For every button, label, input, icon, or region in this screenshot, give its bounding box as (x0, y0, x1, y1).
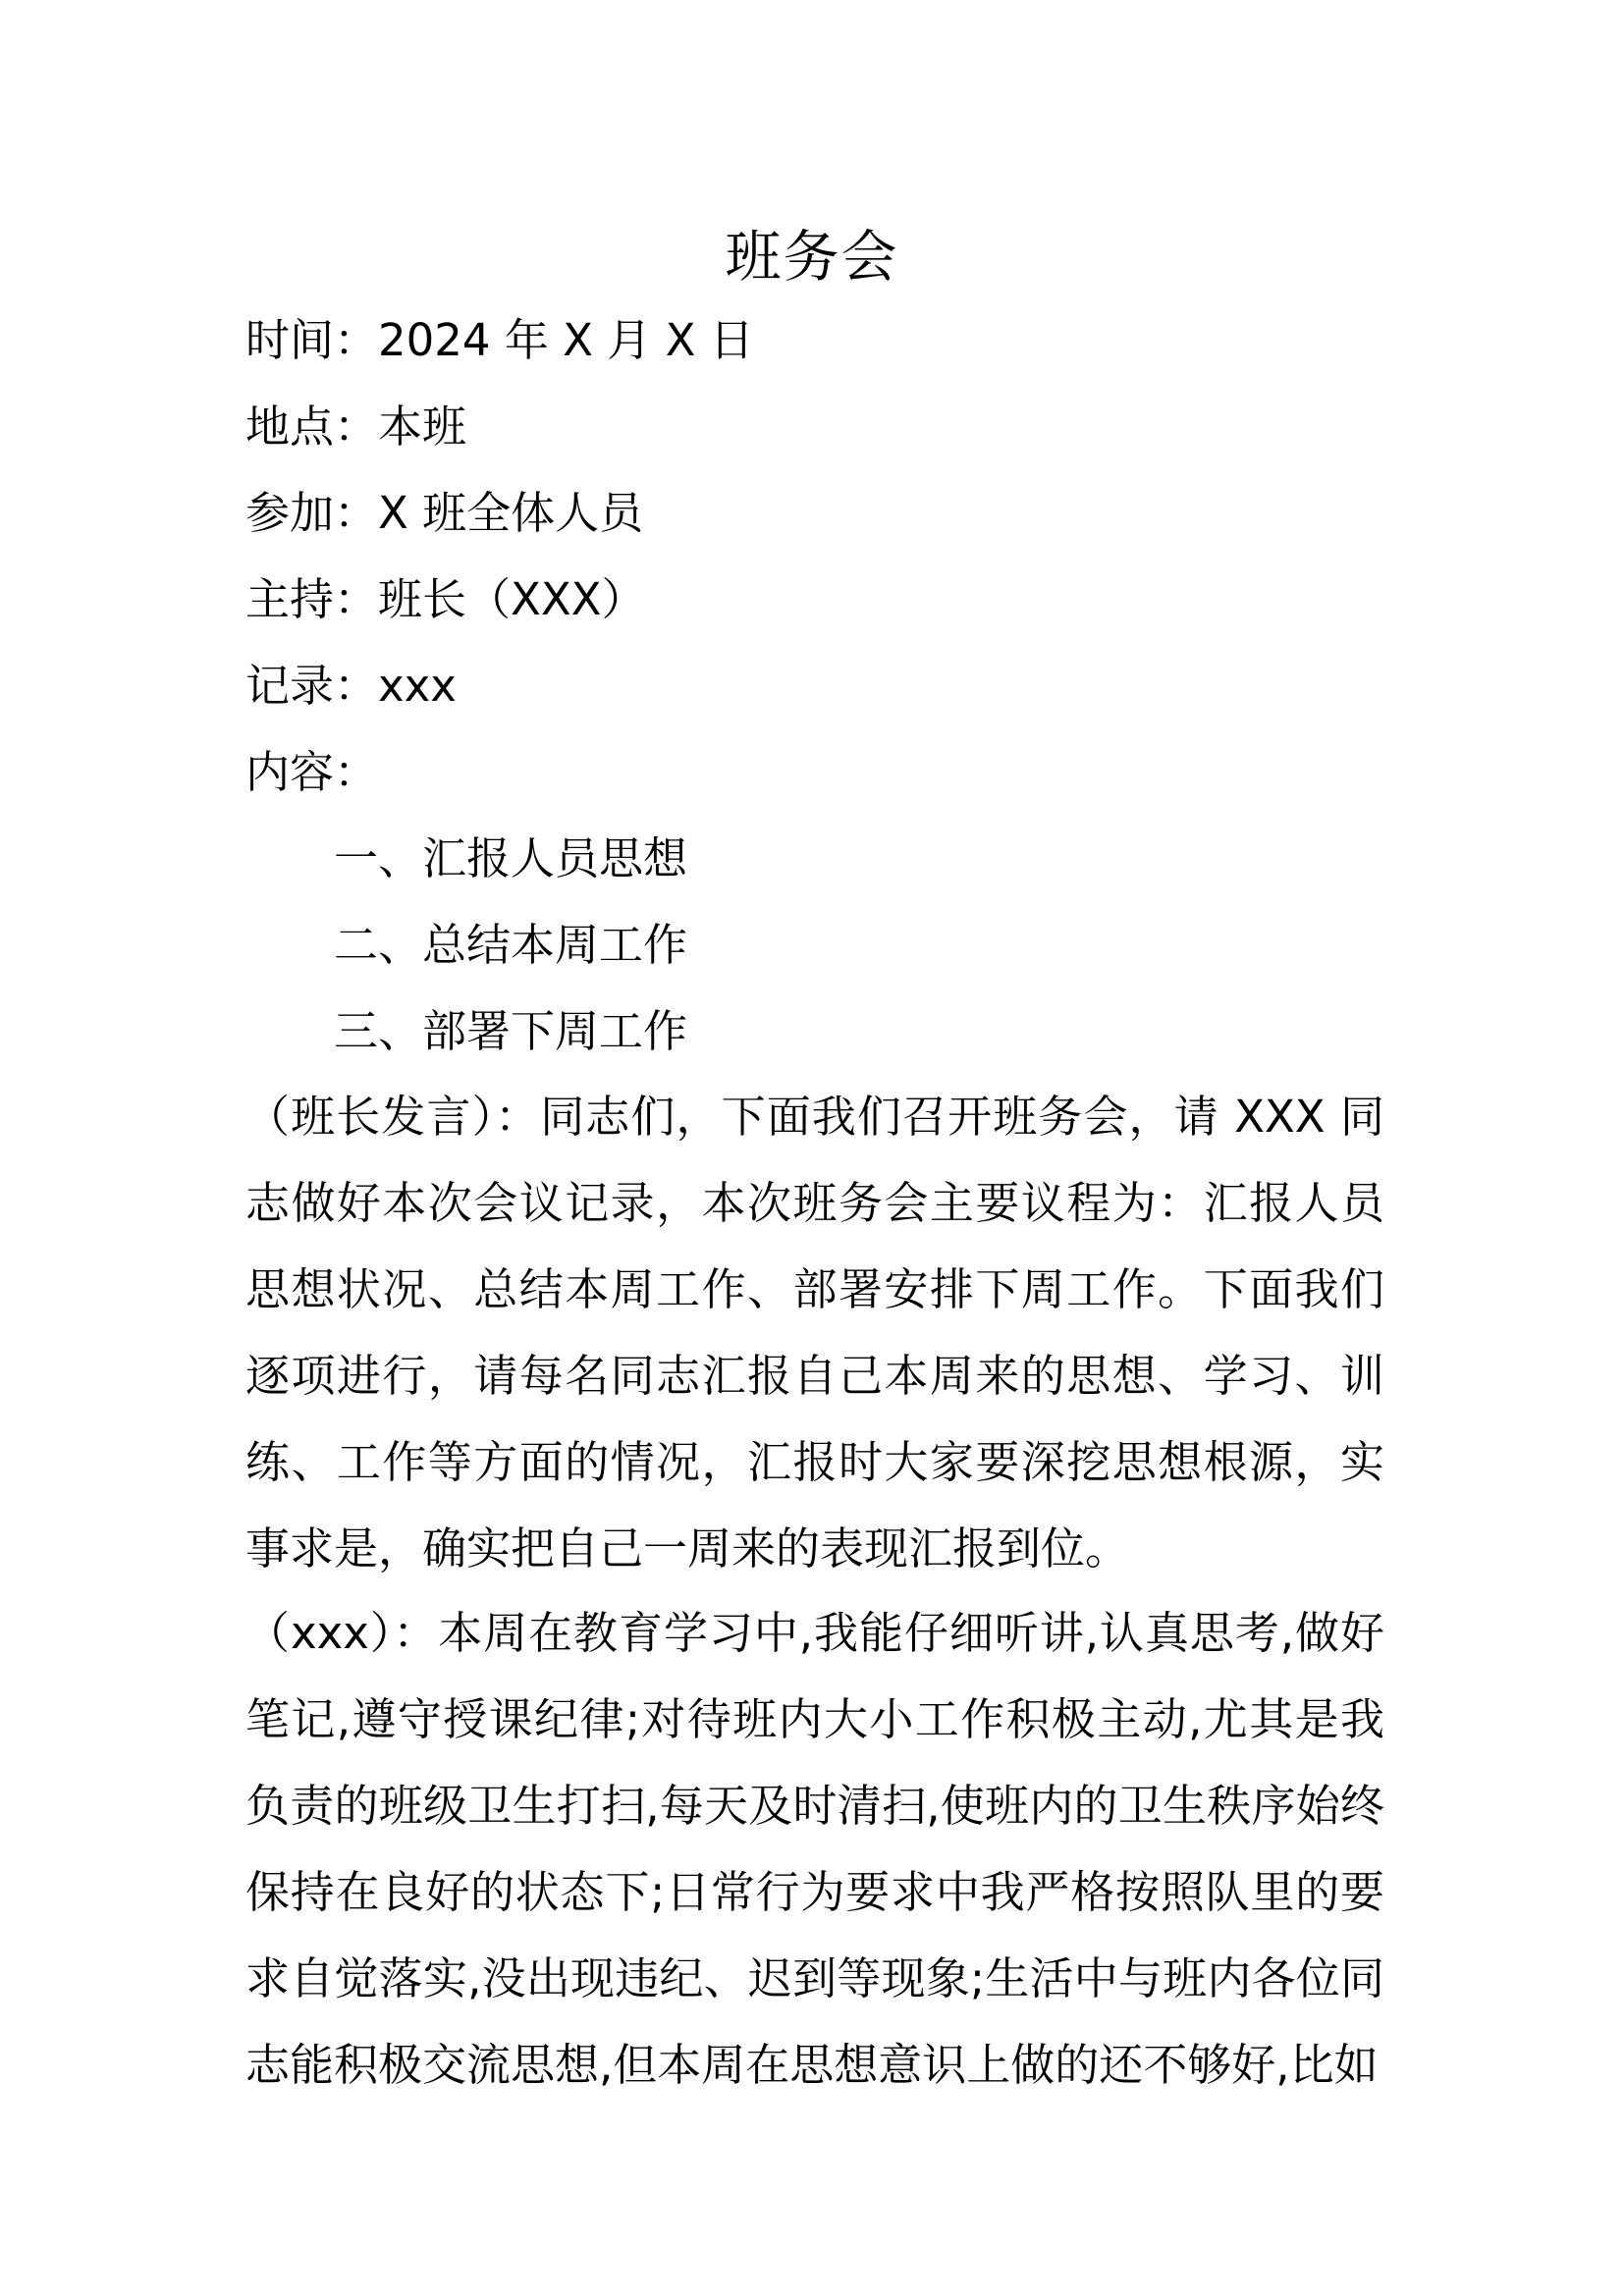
member-report-paragraph: （xxx）：本周在教育学习中,我能仔细听讲,认真思考,做好笔记,遵守授课纪律;对待班内大小工作积极主动,尤其是我负责的班级卫生打扫,每天及时清扫,使班内的卫生秩序始终保持在良好的状态下;日常行为要求中我严格按照队里的要求自觉落实,没出现违纪、迟到等现象;生活中与班内各位同志能积极交流思想,但本周在思想意识上做的还不够好,比如 (245, 1607, 1384, 2091)
meeting-place: 地点：本班 (245, 400, 467, 453)
agenda-item: 一、汇报人员思想 (334, 832, 688, 884)
meeting-recorder: 记录：xxx (245, 660, 457, 712)
monitor-speech-paragraph: （班长发言）：同志们，下面我们召开班务会，请 XXX 同志做好本次会议记录，本次班务会主要议程为：汇报人员思想状况、总结本周工作、部署安排下周工作。下面我们逐项进行，请每名同志汇报自己本周来的思想、学习、训练、工作等方面的情况，汇报时大家要深挖思想根源，实事求是，确实把自己一周来的表现汇报到位。 (245, 1091, 1384, 1575)
meeting-attendees: 参加：X 班全体人员 (245, 487, 644, 539)
meeting-time: 时间：2024 年 X 月 X 日 (245, 314, 754, 366)
agenda-item: 二、总结本周工作 (334, 919, 688, 971)
agenda-item: 三、部署下周工作 (334, 1005, 688, 1057)
content-label: 内容： (245, 746, 379, 798)
meeting-host: 主持：班长（XXX） (245, 573, 646, 625)
document-title: 班务会 (725, 225, 899, 290)
